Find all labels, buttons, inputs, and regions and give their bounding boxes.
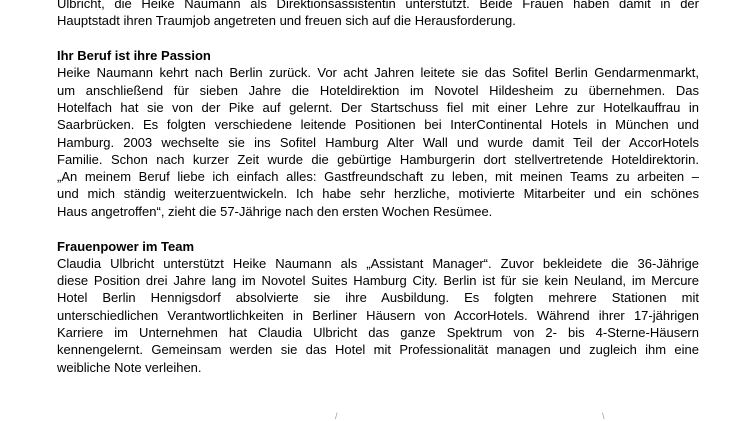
paragraph-line: Heike Naumann kehrt nach Berlin zurück. Vor acht Jahren leitete sie das Sofitel Berlin Gendarmenmarkt, <box>57 65 699 81</box>
paragraph-line: unterschiedlichen Verantwortlichkeiten in Berliner Häusern von AccorHotels. Während ihrer 17-jährigen <box>57 307 699 323</box>
decorative-mark: / <box>335 411 338 421</box>
document-page <box>57 0 699 376</box>
paragraph-line: Karriere im Unternehmen hat Claudia Ulbricht das ganze Spektrum von 2- bis 4-Sterne-Häusern <box>57 325 699 341</box>
paragraph-line: weibliche Note verleihen. <box>57 359 202 375</box>
intro-paragraph <box>57 0 699 30</box>
intro-line-1: Ulbricht, die Heike Naumann als Direktionsassistentin unterstützt. Beide Frauen haben damit in der <box>57 0 699 11</box>
cropped-footer-fragments <box>0 411 746 419</box>
intro-line-2: Hauptstadt ihren Traumjob angetreten und freuen sich auf die Herausforderung. <box>57 13 516 29</box>
paragraph-line: und mich ständig weiterzuentwickeln. Ich habe sehr herzliche, motivierte Mitarbeiter und ein schönes <box>57 186 699 202</box>
section-frauenpower <box>57 238 699 376</box>
paragraph-line: „An meinem Beruf liebe ich einfach alles: Gastfreundschaft zu leben, mit meinen Teams zu arbeiten – <box>57 169 699 185</box>
section-frauenpower-paragraph <box>57 255 699 376</box>
section-passion <box>57 47 699 220</box>
paragraph-line: kennengelernt. Gemeinsam werden sie das Hotel mit Professionalität managen und zugleich ihm eine <box>57 342 699 358</box>
section-heading-frauenpower: Frauenpower im Team <box>57 238 195 254</box>
paragraph-line: Hotel Berlin Hennigsdorf absolvierte sie ihre Ausbildung. Es folgten mehrere Stationen mit <box>57 290 699 306</box>
paragraph-line: Claudia Ulbricht unterstützt Heike Naumann als „Assistant Manager“. Zuvor bekleidete die 36-Jährige <box>57 255 699 271</box>
paragraph-line: diese Position drei Jahre lang im Novotel Suites Hamburg City. Berlin ist für sie kein Neuland, im Mercure <box>57 273 699 289</box>
paragraph-line: Saarbrücken. Es folgten verschiedene leitende Positionen bei InterContinental Hotels in München und <box>57 117 699 133</box>
paragraph-line: Hamburg. 2003 wechselte sie ins Sofitel Hamburg Alter Wall und wurde damit Teil der AccorHotels <box>57 134 699 150</box>
decorative-mark: \ <box>602 411 605 421</box>
section-heading-passion: Ihr Beruf ist ihre Passion <box>57 48 211 64</box>
paragraph-line: Hotelfach hat sie von der Pike auf gelernt. Der Startschuss fiel mit einer Lehre zur Hotelkauffrau in <box>57 99 699 115</box>
paragraph-line: um anschließend für sieben Jahre die Hoteldirektion im Novotel Hildesheim zu übernehmen. Das <box>57 82 699 98</box>
paragraph-line: Familie. Schon nach kurzer Zeit wurde die gebürtige Hamburgerin dort stellvertretende Hoteldirektorin. <box>57 151 699 167</box>
paragraph-line: Haus angetroffen“, zieht die 57-Jährige nach den ersten Wochen Resümee. <box>57 203 493 219</box>
section-passion-paragraph <box>57 64 699 220</box>
